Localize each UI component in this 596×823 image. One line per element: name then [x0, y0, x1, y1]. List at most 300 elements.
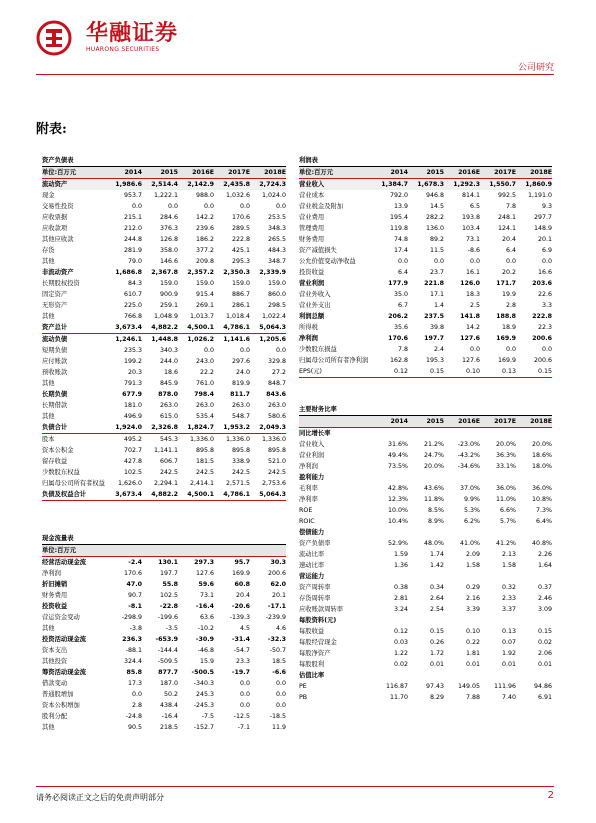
- cell-value: 0.15: [537, 628, 552, 635]
- cell-value: 946.8: [425, 192, 444, 199]
- table-row: [42, 722, 286, 733]
- cell-value: 860.0: [267, 291, 286, 298]
- appendix-title: 附表:: [36, 122, 67, 137]
- cell-value: 2,326.8: [151, 424, 178, 431]
- cell-value: 243.0: [195, 358, 214, 365]
- table-row: [42, 278, 286, 289]
- cell-value: 2.5: [469, 302, 480, 309]
- cell-value: 3,673.4: [115, 491, 142, 498]
- cell-value: -16.4: [195, 603, 214, 610]
- year-header: 2016E: [458, 418, 480, 425]
- cell-value: 2,367.8: [151, 269, 178, 276]
- cell-value: 0.0: [131, 691, 142, 698]
- cell-value: -152.7: [193, 724, 214, 731]
- cell-value: 22.6: [537, 291, 552, 298]
- cell-value: 39.8: [429, 324, 444, 331]
- row-label: 投资活动现金流: [42, 636, 87, 643]
- row-label: 应付账款: [42, 358, 68, 365]
- cell-value: 215.1: [123, 214, 142, 221]
- cell-value: 8.9%: [428, 518, 444, 525]
- cell-value: 1.36: [393, 562, 408, 569]
- cell-value: -3.8: [129, 625, 142, 632]
- cell-value: 358.0: [159, 247, 178, 254]
- cell-value: 12.3%: [387, 496, 408, 503]
- table-row: [299, 615, 552, 626]
- cell-value: [444, 615, 480, 626]
- company-name-en: HUARONG SECURITIES: [86, 46, 160, 53]
- cell-value: 245.3: [195, 691, 214, 698]
- cell-value: 20.1: [271, 592, 286, 599]
- cell-value: 3.37: [501, 606, 516, 613]
- cell-value: 20.2: [501, 269, 516, 276]
- year-header: 2018E: [264, 169, 286, 176]
- cell-value: 2,571.5: [225, 480, 250, 487]
- cell-value: 2.26: [537, 551, 552, 558]
- cell-value: 212.0: [123, 225, 142, 232]
- table-row: [299, 637, 552, 648]
- cell-value: [516, 428, 552, 439]
- cell-value: 263.0: [159, 402, 178, 409]
- year-header: [178, 545, 214, 556]
- cell-value: 60.8: [234, 581, 250, 588]
- cell-value: 37.0%: [459, 485, 480, 492]
- cell-value: -34.6%: [457, 463, 480, 470]
- cell-value: 221.8: [424, 280, 444, 287]
- cell-value: 895.8: [231, 447, 250, 454]
- row-label: 存货: [42, 247, 55, 254]
- cell-value: -16.4: [161, 713, 178, 720]
- row-label: 应收票据: [42, 214, 68, 221]
- row-label: 流动比率: [299, 551, 325, 558]
- row-label: 其他: [42, 313, 55, 320]
- cell-value: 295.3: [231, 258, 250, 265]
- cell-value: 819.9: [231, 380, 250, 387]
- cell-value: 895.8: [267, 447, 286, 454]
- table-row: [42, 700, 286, 711]
- cell-value: 8.29: [429, 694, 444, 701]
- year-header: [250, 545, 286, 556]
- unit-label: 单位:百万元: [299, 169, 334, 176]
- cell-value: 242.5: [159, 469, 178, 476]
- row-label: 股本: [42, 436, 55, 443]
- cell-value: 7.8: [397, 346, 408, 353]
- table-row: [299, 355, 552, 366]
- table-row: [299, 670, 552, 681]
- cell-value: 3,673.4: [115, 324, 142, 331]
- cell-value: 1,678.3: [417, 181, 444, 188]
- cell-value: [408, 527, 444, 538]
- table-row: [299, 201, 552, 212]
- cell-value: [480, 472, 516, 483]
- cell-value: 548.7: [231, 413, 250, 420]
- cell-value: 95.7: [234, 559, 250, 566]
- cell-value: 5,064.3: [259, 324, 286, 331]
- cell-value: [444, 428, 480, 439]
- cell-value: 47.0: [126, 581, 142, 588]
- cell-value: [516, 670, 552, 681]
- cell-value: 50.2: [163, 691, 178, 698]
- row-label: 净利率: [299, 496, 318, 503]
- cell-value: 200.6: [532, 335, 552, 342]
- cell-value: 2.09: [465, 551, 480, 558]
- row-label: 估值比率: [299, 672, 325, 679]
- cell-value: 127.6: [195, 570, 214, 577]
- cell-value: 90.7: [127, 592, 142, 599]
- cell-value: 284.6: [159, 214, 178, 221]
- row-label: 归属母公司所有者权益: [42, 480, 105, 487]
- cell-value: 2,294.1: [153, 480, 178, 487]
- table-row: [42, 345, 286, 356]
- cell-value: 0.02: [393, 661, 408, 668]
- cell-value: -46.8: [197, 647, 214, 654]
- cell-value: 18.3: [465, 291, 480, 298]
- row-label: 每股经营现金: [299, 639, 337, 646]
- table-row: [42, 478, 286, 489]
- cell-value: 6.2%: [464, 518, 480, 525]
- cell-value: 73.1: [199, 592, 214, 599]
- cell-value: -54.7: [233, 647, 250, 654]
- cell-value: 0.10: [465, 628, 480, 635]
- table-row: [299, 212, 552, 223]
- cell-value: 1,336.0: [189, 436, 214, 443]
- cell-value: -24.8: [125, 713, 142, 720]
- row-label: 无形资产: [42, 302, 68, 309]
- cell-value: 42.8%: [387, 485, 408, 492]
- cell-value: 159.0: [195, 280, 214, 287]
- cell-value: 116.87: [385, 683, 408, 690]
- income-statement-table: [299, 155, 552, 378]
- cell-value: 85.8: [126, 669, 142, 676]
- company-name-cn: 华融证券: [86, 21, 179, 46]
- cell-value: 2.06: [537, 650, 552, 657]
- cell-value: 159.0: [267, 280, 286, 287]
- cell-value: 0.02: [537, 639, 552, 646]
- cell-value: 2,514.4: [151, 181, 178, 188]
- row-label: 营业利润: [299, 280, 325, 287]
- year-header: 2017E: [494, 418, 516, 425]
- cell-value: 31.6%: [387, 441, 408, 448]
- cell-value: 495.2: [123, 436, 142, 443]
- cell-value: 94.86: [533, 683, 552, 690]
- cell-value: 610.7: [123, 291, 142, 298]
- cell-value: 126.8: [159, 236, 178, 243]
- cell-value: 17.1: [429, 291, 444, 298]
- cell-value: 0.26: [429, 639, 444, 646]
- cell-value: 170.6: [388, 335, 408, 342]
- year-header: 2014: [390, 418, 408, 425]
- cell-value: 580.6: [267, 413, 286, 420]
- year-header: 2016E: [458, 169, 480, 176]
- financial-ratios-table: [299, 404, 552, 703]
- cell-value: 606.7: [159, 458, 178, 465]
- row-label: 非流动资产: [42, 269, 74, 276]
- cell-value: 5.7%: [500, 518, 516, 525]
- cell-value: 89.2: [429, 236, 444, 243]
- unit-label: 单位:百万元: [42, 169, 77, 176]
- cell-value: 0.13: [501, 368, 516, 375]
- cell-value: 4,882.2: [151, 491, 178, 498]
- cell-value: 20.1: [537, 236, 552, 243]
- cell-value: 791.3: [123, 380, 142, 387]
- row-label: 所得税: [299, 324, 318, 331]
- cell-value: 297.7: [533, 214, 552, 221]
- cell-value: 798.4: [194, 391, 214, 398]
- cell-value: 1,013.7: [189, 313, 214, 320]
- cell-value: -6.6: [272, 669, 286, 676]
- cell-value: 761.0: [195, 380, 214, 387]
- cell-value: 235.3: [123, 347, 142, 354]
- cell-value: -12.5: [233, 713, 250, 720]
- cell-value: 0.0: [239, 203, 250, 210]
- cell-value: 17.3: [127, 680, 142, 687]
- cell-value: 282.2: [425, 214, 444, 221]
- table-row: [299, 344, 552, 355]
- row-label: 资产负债率: [299, 540, 331, 547]
- cell-value: 1,141.6: [223, 336, 250, 343]
- cell-value: -509.5: [157, 658, 178, 665]
- cell-value: 298.5: [267, 302, 286, 309]
- table-row: [42, 434, 286, 445]
- cell-value: 766.8: [123, 313, 142, 320]
- cell-value: 792.0: [389, 192, 408, 199]
- table-row: [299, 549, 552, 560]
- row-label: 现金: [42, 192, 55, 199]
- table-row: [42, 389, 286, 400]
- row-label: 其他投资: [42, 658, 68, 665]
- cell-value: 1,953.2: [223, 424, 250, 431]
- cell-value: 171.7: [496, 280, 516, 287]
- cell-value: 11.0%: [495, 496, 516, 503]
- cell-value: 4,786.1: [223, 324, 250, 331]
- cell-value: 79.0: [127, 258, 142, 265]
- row-label: 营业成本: [299, 192, 325, 199]
- row-label: 营业外支出: [299, 302, 331, 309]
- cell-value: [516, 472, 552, 483]
- table-row: [299, 516, 552, 527]
- cell-value: 21.2%: [423, 441, 444, 448]
- cell-value: 149.05: [457, 683, 480, 690]
- cell-value: -8.1: [128, 603, 142, 610]
- table-row: [299, 190, 552, 201]
- table-row: [42, 223, 286, 234]
- row-label: 长期负债: [42, 391, 68, 398]
- cell-value: 0.0: [203, 203, 214, 210]
- cell-value: 20.4: [501, 236, 516, 243]
- cell-value: 1,024.0: [261, 192, 286, 199]
- cell-value: 0.29: [465, 584, 480, 591]
- cell-value: 19.9: [501, 291, 516, 298]
- table-row: [42, 678, 286, 689]
- table-row: [299, 692, 552, 703]
- cell-value: 1.81: [465, 650, 480, 657]
- table-row: [299, 300, 552, 311]
- row-label: 净利润: [299, 463, 318, 470]
- cell-value: [516, 527, 552, 538]
- row-label: ROIC: [299, 518, 315, 525]
- cell-value: 2,414.1: [189, 480, 214, 487]
- cell-value: 84.3: [127, 280, 142, 287]
- year-header: [142, 545, 178, 556]
- cell-value: 5,064.3: [259, 491, 286, 498]
- row-label: 交易性投资: [42, 203, 74, 210]
- cell-value: 0.0: [239, 347, 250, 354]
- row-label: 净利润: [42, 570, 61, 577]
- cell-value: 895.8: [195, 447, 214, 454]
- row-label: 其他: [42, 413, 55, 420]
- cashflow-title: 现金流量表: [42, 533, 286, 545]
- cell-value: -10.2: [197, 625, 214, 632]
- cell-value: 181.5: [195, 458, 214, 465]
- cell-value: 16.6: [537, 269, 552, 276]
- cell-value: 1.22: [393, 650, 408, 657]
- cell-value: 0.0: [275, 691, 286, 698]
- cell-value: 239.6: [195, 225, 214, 232]
- cell-value: 484.3: [267, 247, 286, 254]
- cell-value: 1,550.7: [489, 181, 516, 188]
- cell-value: 1,336.0: [261, 436, 286, 443]
- cell-value: 40.8%: [531, 540, 552, 547]
- cell-value: 2.13: [501, 551, 516, 558]
- cell-value: 169.9: [231, 570, 250, 577]
- row-label: 少数股东损益: [299, 346, 337, 353]
- year-header: 2016E: [192, 169, 214, 176]
- table-row: [42, 623, 286, 634]
- row-label: 盈利能力: [299, 474, 325, 481]
- cell-value: 535.4: [195, 413, 214, 420]
- table-row: [299, 256, 552, 267]
- cell-value: -20.6: [231, 603, 250, 610]
- cell-value: 915.4: [195, 291, 214, 298]
- table-row: [299, 428, 552, 439]
- cell-value: 10.0%: [387, 507, 408, 514]
- cell-value: [516, 571, 552, 582]
- table-row: [42, 367, 286, 378]
- row-label: 资本支出: [42, 647, 68, 654]
- cell-value: 1,191.0: [527, 192, 552, 199]
- cell-value: 30.3: [270, 559, 286, 566]
- cell-value: [408, 472, 444, 483]
- cell-value: 0.01: [537, 661, 552, 668]
- table-row: [42, 179, 286, 190]
- table-row: [42, 667, 286, 678]
- row-label: 其他: [42, 625, 55, 632]
- cell-value: 0.0: [541, 258, 552, 265]
- cell-value: 159.0: [231, 280, 250, 287]
- row-label: 应收款项: [42, 225, 68, 232]
- table-row: [42, 201, 286, 212]
- row-label: 归属母公司所有者净利润: [299, 357, 369, 364]
- row-label: 资产总计: [42, 324, 68, 331]
- cell-value: 242.5: [195, 469, 214, 476]
- cell-value: 348.7: [267, 258, 286, 265]
- cell-value: 11.8%: [423, 496, 444, 503]
- cell-value: 7.40: [501, 694, 516, 701]
- cell-value: 2,724.3: [259, 181, 286, 188]
- cell-value: [444, 527, 480, 538]
- cell-value: 2,357.2: [187, 269, 214, 276]
- cell-value: -88.1: [125, 647, 142, 654]
- cell-value: 244.0: [159, 358, 178, 365]
- cell-value: 11.9: [271, 724, 286, 731]
- cell-value: 18.5: [271, 658, 286, 665]
- cell-value: 6.4: [505, 247, 516, 254]
- cell-value: 13.9: [393, 203, 408, 210]
- cell-value: 6.5: [469, 203, 480, 210]
- disclaimer-text: 请务必阅读正文之后的免责声明部分: [36, 793, 164, 802]
- cell-value: 0.15: [429, 368, 444, 375]
- cell-value: 22.2: [199, 369, 214, 376]
- cell-value: 6.6%: [500, 507, 516, 514]
- cell-value: 2.64: [429, 595, 444, 602]
- row-label: 营业利润: [299, 452, 325, 459]
- cell-value: 97.43: [425, 683, 444, 690]
- cell-value: 203.6: [532, 280, 552, 287]
- cell-value: 0.0: [505, 346, 516, 353]
- year-header: 2015: [426, 418, 444, 425]
- cell-value: 0.07: [501, 639, 516, 646]
- table-header-row: [42, 167, 286, 179]
- cell-value: 263.0: [267, 402, 286, 409]
- cell-value: 27.2: [271, 369, 286, 376]
- cell-value: 1.4: [433, 302, 444, 309]
- year-header: 2015: [160, 169, 178, 176]
- cell-value: -298.9: [121, 614, 142, 621]
- cell-value: 1,141.1: [153, 447, 178, 454]
- cell-value: 103.4: [461, 225, 480, 232]
- cell-value: 169.9: [497, 357, 516, 364]
- table-row: [42, 378, 286, 389]
- table-row: [299, 179, 552, 190]
- table-row: [42, 400, 286, 411]
- table-row: [42, 557, 286, 568]
- cell-value: 22.3: [537, 324, 552, 331]
- cell-value: [372, 527, 408, 538]
- cell-value: 900.9: [159, 291, 178, 298]
- year-header: [106, 545, 142, 556]
- cell-value: 130.1: [158, 559, 178, 566]
- cell-value: -653.9: [155, 636, 178, 643]
- table-row: [42, 445, 286, 456]
- cell-value: -22.8: [159, 603, 178, 610]
- cell-value: 259.1: [159, 302, 178, 309]
- table-row: [42, 356, 286, 367]
- cell-value: 148.9: [533, 225, 552, 232]
- cell-value: 0.22: [465, 639, 480, 646]
- cell-value: -3.5: [165, 625, 178, 632]
- cell-value: 297.3: [194, 559, 214, 566]
- cell-value: 102.5: [159, 592, 178, 599]
- cell-value: 992.5: [497, 192, 516, 199]
- cell-value: -199.6: [157, 614, 178, 621]
- cell-value: 2.46: [537, 595, 552, 602]
- row-label: ROE: [299, 507, 313, 514]
- table-row: [42, 311, 286, 322]
- cell-value: 242.5: [267, 469, 286, 476]
- cell-value: 16.1: [465, 269, 480, 276]
- cell-value: 1.92: [501, 650, 516, 657]
- cell-value: [372, 472, 408, 483]
- row-label: 每股收益: [299, 628, 325, 635]
- cell-value: 0.12: [393, 368, 408, 375]
- cell-value: 1,018.4: [225, 313, 250, 320]
- cell-value: 265.5: [267, 236, 286, 243]
- cell-value: 0.01: [465, 661, 480, 668]
- cell-value: 222.8: [231, 236, 250, 243]
- cell-value: 0.0: [541, 346, 552, 353]
- cell-value: 811.7: [230, 391, 250, 398]
- cell-value: 14.5: [429, 203, 444, 210]
- cell-value: 0.15: [537, 368, 552, 375]
